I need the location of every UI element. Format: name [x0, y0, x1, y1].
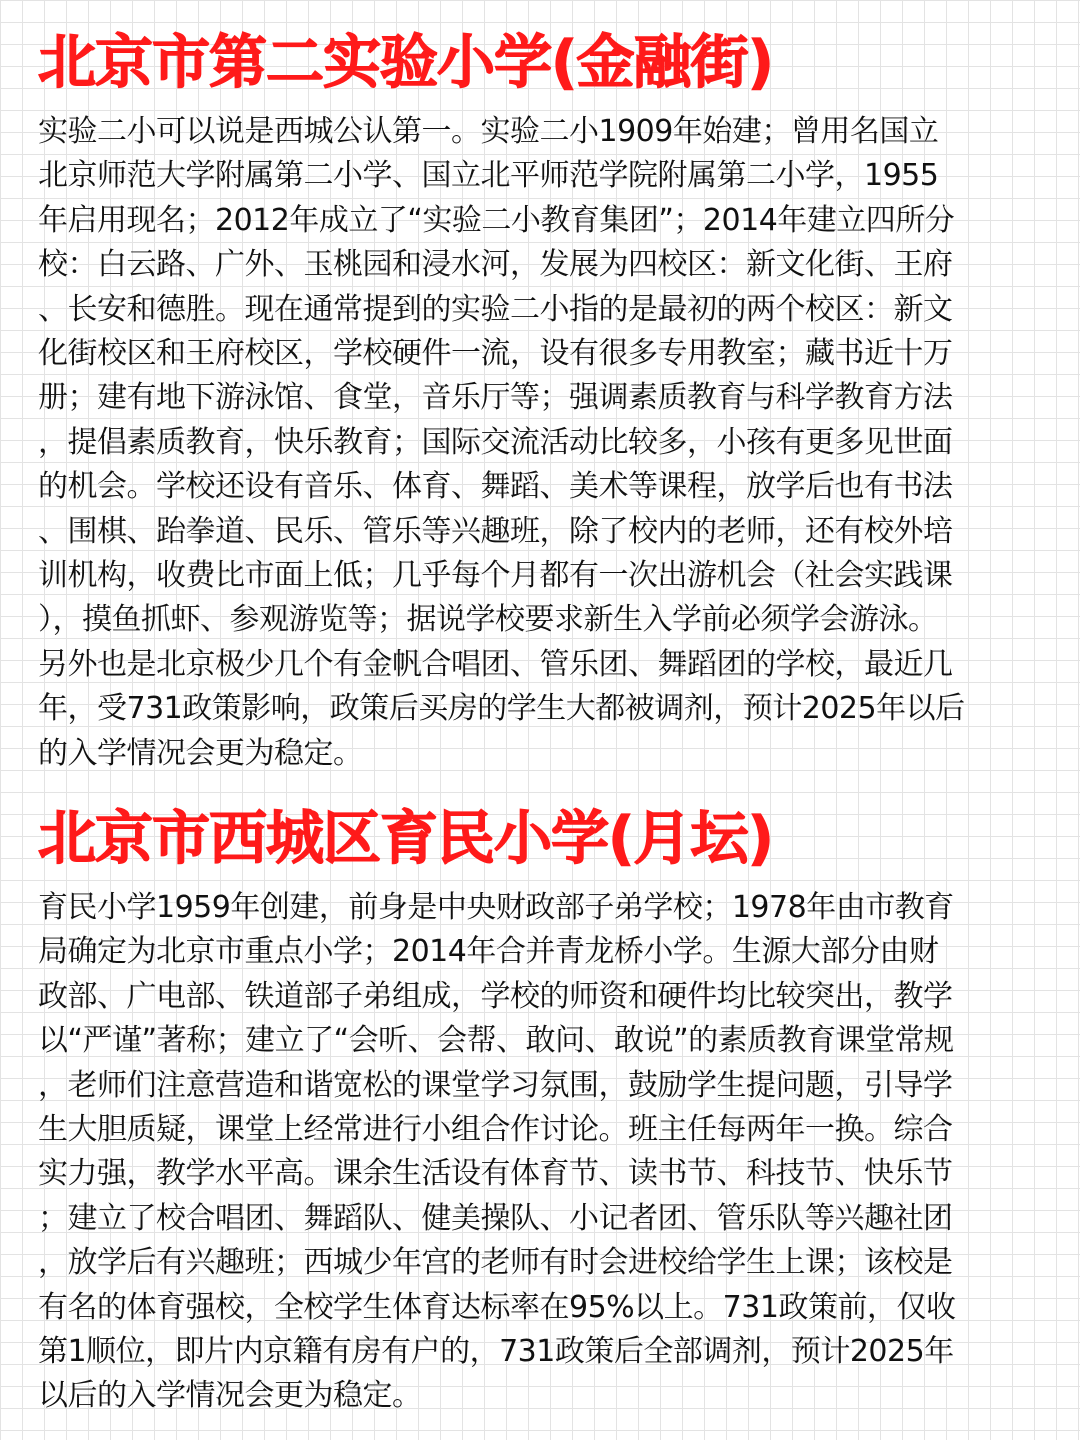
body-line: 、围棋、跆拳道、民乐、管乐等兴趣班，除了校内的老师，还有校外培: [38, 513, 953, 549]
body-line: ；建立了校合唱团、舞蹈队、健美操队、小记者团、管乐队等兴趣社团: [38, 1200, 953, 1236]
section-body: [38, 110, 1048, 776]
body-line: 化街校区和王府校区，学校硬件一流，设有很多专用教室；藏书近十万: [38, 336, 953, 372]
body-line: 年启用现名；2012年成立了“实验二小教育集团”；2014年建立四所分: [38, 202, 955, 238]
body-line: 册；建有地下游泳馆、食堂，音乐厅等；强调素质教育与科学教育方法: [38, 380, 953, 416]
body-line: 实力强，教学水平高。课余生活设有体育节、读书节、科技节、快乐节: [38, 1156, 953, 1192]
body-line: 实验二小可以说是西城公认第一。实验二小1909年始建；曾用名国立: [38, 114, 939, 149]
body-line: 、长安和德胜。现在通常提到的实验二小指的是最初的两个校区：新文: [38, 291, 953, 327]
body-line: 第1顺位，即片内京籍有房有户的，731政策后全部调剂，预计2025年: [38, 1334, 954, 1370]
body-line: 年，受731政策影响，政策后买房的学生大都被调剂，预计2025年以后: [38, 691, 965, 727]
body-line: ，提倡素质教育，快乐教育；国际交流活动比较多，小孩有更多见世面: [38, 424, 953, 460]
school-section-yumin: [38, 800, 1048, 1419]
body-line: 校：白云路、广外、玉桃园和浸水河，发展为四校区：新文化街、王府: [38, 247, 953, 283]
section-body: [38, 886, 1048, 1419]
body-line: 以“严谨”著称；建立了“会听、会帮、敢问、敢说”的素质教育课堂常规: [38, 1023, 954, 1059]
body-line: ，老师们注意营造和谐宽松的课堂学习氛围，鼓励学生提问题，引导学: [38, 1067, 953, 1103]
body-line: 的入学情况会更为稳定。: [38, 735, 363, 771]
body-line: 训机构，收费比市面上低；几乎每个月都有一次出游机会（社会实践课: [38, 558, 953, 594]
body-line: 生大胆质疑，课堂上经常进行小组合作讨论。班主任每两年一换。综合: [38, 1112, 953, 1148]
section-title: 北京市西城区育民小学(月坛): [38, 804, 774, 872]
body-line: ，放学后有兴趣班；西城少年宫的老师有时会进校给学生上课；该校是: [38, 1245, 953, 1281]
body-line: 政部、广电部、铁道部子弟组成，学校的师资和硬件均比较突出，教学: [38, 978, 953, 1014]
school-section-shiyan-erxiao: [38, 24, 1048, 776]
section-title: 北京市第二实验小学(金融街): [38, 28, 774, 96]
body-line: 北京师范大学附属第二小学、国立北平师范学院附属第二小学，1955: [38, 158, 939, 194]
body-line: 的机会。学校还设有音乐、体育、舞蹈、美术等课程，放学后也有书法: [38, 469, 953, 505]
body-line: 以后的入学情况会更为稳定。: [38, 1378, 422, 1414]
body-line: 局确定为北京市重点小学；2014年合并青龙桥小学。生源大部分由财: [38, 934, 939, 970]
body-line: 有名的体育强校，全校学生体育达标率在95%以上。731政策前，仅收: [38, 1289, 956, 1325]
body-line: ），摸鱼抓虾、参观游览等；据说学校要求新生入学前必须学会游泳。: [38, 602, 938, 638]
body-line: 育民小学1959年创建，前身是中央财政部子弟学校；1978年由市教育: [38, 890, 954, 925]
body-line: 另外也是北京极少几个有金帆合唱团、管乐团、舞蹈团的学校，最近几: [38, 646, 953, 682]
